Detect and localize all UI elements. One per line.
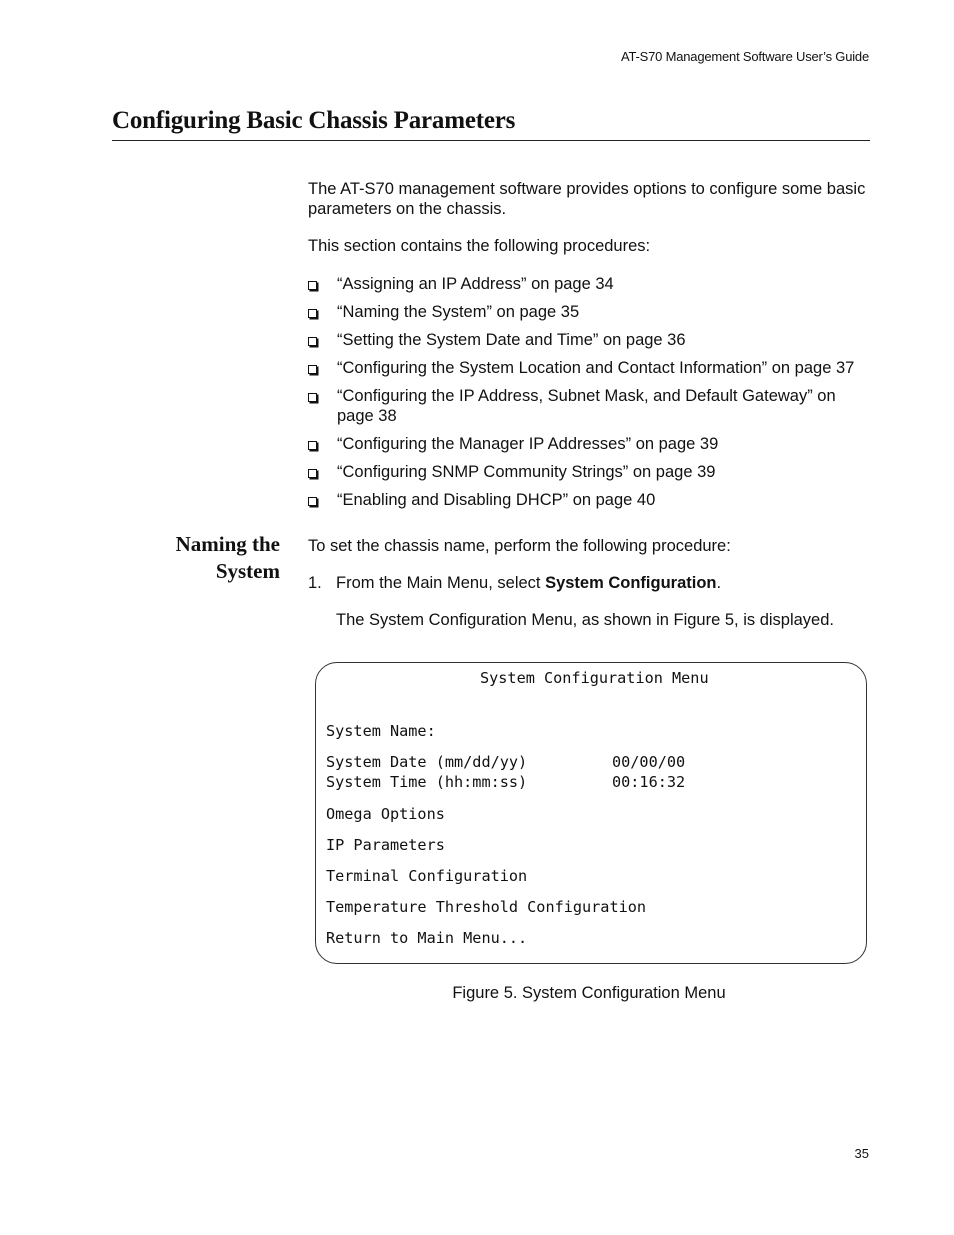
checkbox-bullet-icon (308, 441, 317, 450)
list-item (308, 358, 872, 378)
terminal-return-main-menu: Return to Main Menu... (326, 929, 528, 947)
terminal-date-value: 00/00/00 (612, 753, 686, 771)
checkbox-bullet-icon (308, 309, 317, 318)
checkbox-bullet-icon (308, 337, 317, 346)
list-item (308, 274, 872, 294)
list-item (308, 434, 872, 454)
terminal-date-label: System Date (mm/dd/yy) (326, 753, 528, 771)
running-header: AT-S70 Management Software User’s Guide (621, 49, 869, 64)
list-item-text: “Configuring the System Location and Contact Information” on page 37 (337, 359, 855, 377)
step-text-prefix: From the Main Menu, select (336, 574, 546, 592)
step-1-note: The System Configuration Menu, as shown in Figure 5, is displayed. (336, 611, 834, 629)
list-item-text: “Naming the System” on page 35 (337, 303, 580, 321)
list-item-text: “Configuring the Manager IP Addresses” on page 39 (337, 435, 719, 453)
list-item-text: “Assigning an IP Address” on page 34 (337, 275, 614, 293)
list-item-text: “Configuring SNMP Community Strings” on page 39 (337, 463, 716, 481)
list-item-text: “Enabling and Disabling DHCP” on page 40 (337, 491, 656, 509)
checkbox-bullet-icon (308, 393, 317, 402)
procedure-step-1 (308, 573, 721, 593)
section-title: Configuring Basic Chassis Parameters (112, 107, 516, 134)
terminal-system-name: System Name: (326, 722, 436, 740)
list-item (308, 462, 872, 482)
list-item-text: “Setting the System Date and Time” on page 36 (337, 331, 686, 349)
list-item-text: “Configuring the IP Address, Subnet Mask, and Default Gateway” on page 38 (337, 387, 836, 425)
page-number: 35 (854, 1146, 869, 1161)
list-item (308, 490, 872, 510)
intro-paragraph: The AT-S70 management software provides options to configure some basic parameters on the chassis. (308, 180, 866, 218)
terminal-title: System Configuration Menu (480, 669, 709, 687)
checkbox-bullet-icon (308, 469, 317, 478)
figure-caption: Figure 5. System Configuration Menu (452, 984, 726, 1002)
title-rule (112, 140, 870, 141)
step-number: 1. (308, 574, 322, 592)
list-item (308, 330, 872, 350)
terminal-time-value: 00:16:32 (612, 773, 686, 791)
checkbox-bullet-icon (308, 497, 317, 506)
procedures-lead: This section contains the following procedures: (308, 237, 651, 255)
checkbox-bullet-icon (308, 365, 317, 374)
list-item (308, 302, 872, 322)
step-text-suffix: . (716, 574, 722, 592)
terminal-omega-options: Omega Options (326, 805, 445, 823)
terminal-terminal-configuration: Terminal Configuration (326, 867, 528, 885)
step-menu-option: System Configuration (545, 574, 717, 592)
terminal-time-label: System Time (hh:mm:ss) (326, 773, 528, 791)
checkbox-bullet-icon (308, 281, 317, 290)
terminal-screen (315, 662, 867, 964)
subsection-heading-line1: Naming the (175, 532, 280, 556)
subsection-heading-line2: System (215, 559, 280, 583)
terminal-temperature-threshold: Temperature Threshold Configuration (326, 898, 647, 916)
naming-intro: To set the chassis name, perform the following procedure: (308, 537, 731, 555)
subsection-heading (176, 531, 280, 585)
procedure-list (308, 274, 872, 518)
terminal-ip-parameters: IP Parameters (326, 836, 445, 854)
list-item (308, 386, 872, 426)
